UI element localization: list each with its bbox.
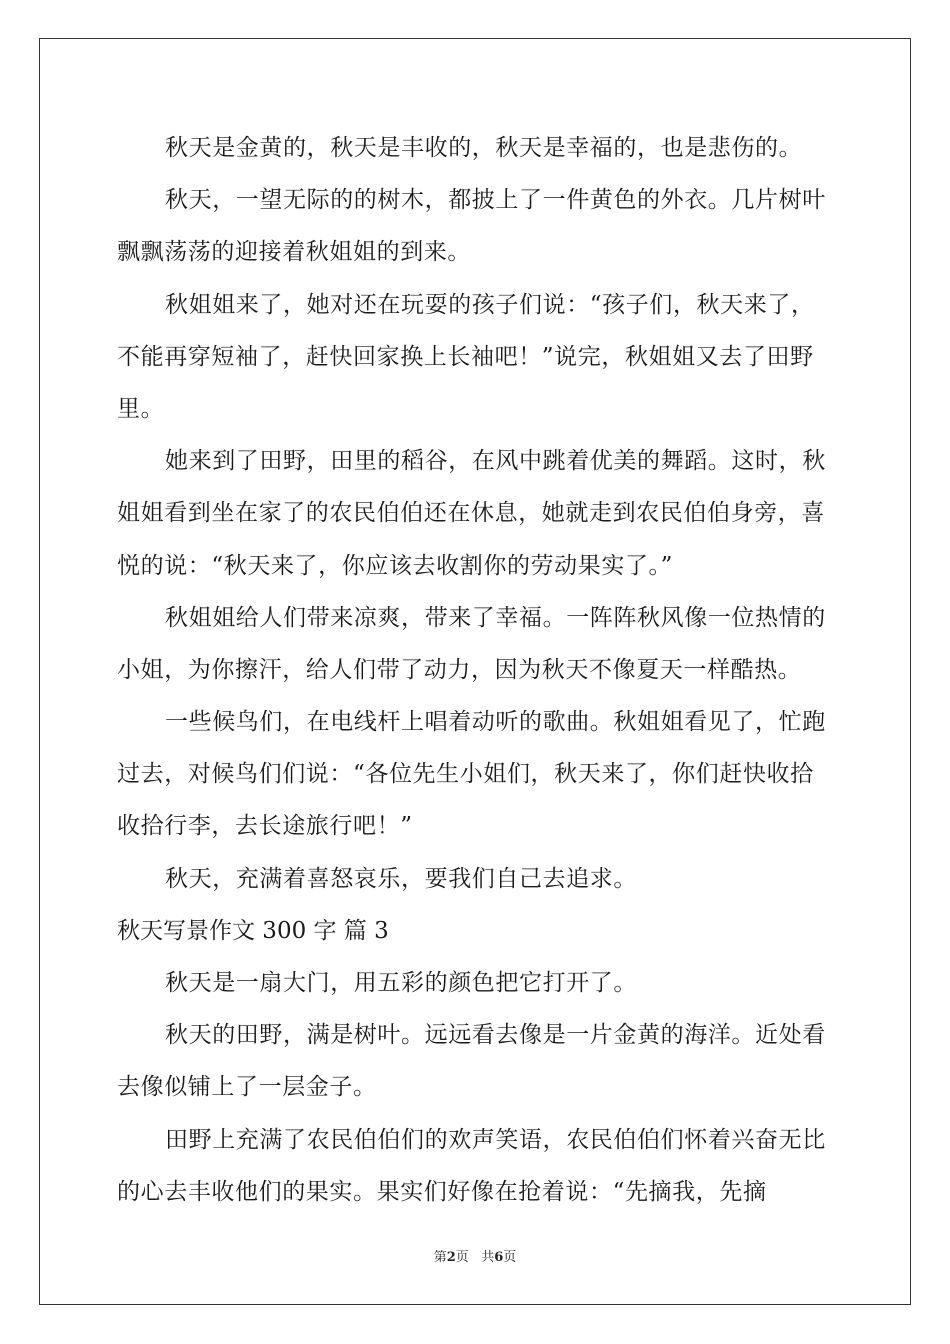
text-line: 一些候鸟们，在电线杆上唱着动听的歌曲。秋姐姐看见了，忙跑 [165,709,826,736]
footer-prefix: 第 [433,1250,447,1265]
text-line: 秋姐姐给人们带来凉爽，带来了幸福。一阵阵秋风像一位热情的 [165,604,826,631]
text-line: 不能再穿短袖了，赶快回家换上长袖吧！”说完，秋姐姐又去了田野 [117,343,814,370]
footer-page-suffix: 页 [455,1250,469,1265]
footer-page-number: 2 [446,1250,456,1265]
text-line: 秋天是金黄的，秋天是丰收的，秋天是幸福的，也是悲伤的。 [165,135,803,161]
text-line: 过去，对候鸟们们说：“各位先生小姐们，秋天来了，你们赶快收拾 [117,761,814,788]
footer-total-suffix: 页 [503,1250,517,1265]
text-line: 飘飘荡荡的迎接着秋姐姐的到来。 [117,239,471,266]
text-line: 秋天，充满着喜怒哀乐，要我们自己去追求。 [165,865,637,892]
text-line: 秋天，一望无际的的树木，都披上了一件黄色的外衣。几片树叶 [165,187,826,214]
text-line: 去像似铺上了一层金子。 [117,1074,377,1101]
section-heading: 秋天写景作文 300 字 篇 3 [117,917,389,944]
text-line: 收拾行李，去长途旅行吧！” [117,813,413,840]
text-line: 小姐，为你擦汗，给人们带了动力，因为秋天不像夏天一样酷热。 [117,656,802,683]
page-footer [0,1246,950,1265]
text-line: 田野上充满了农民伯伯们的欢声笑语，农民伯伯们怀着兴奋无比 [165,1126,826,1153]
text-line: 秋姐姐来了，她对还在玩耍的孩子们说：“孩子们，秋天来了， [165,291,815,318]
footer-total-pages: 6 [494,1250,504,1265]
text-line: 姐姐看到坐在家了的农民伯伯还在休息，她就走到农民伯伯身旁，喜 [117,500,825,527]
footer-total-prefix: 共 [481,1250,495,1265]
text-line: 她来到了田野，田里的稻谷，在风中跳着优美的舞蹈。这时，秋 [165,448,826,475]
text-line: 秋天是一扇大门，用五彩的颜色把它打开了。 [165,970,637,996]
document-body [117,122,832,1218]
text-line: 的心去丰收他们的果实。果实们好像在抢着说：“先摘我，先摘 [117,1178,767,1205]
text-line: 悦的说：“秋天来了，你应该去收割你的劳动果实了。” [117,552,674,579]
text-line: 秋天的田野，满是树叶。远远看去像是一片金黄的海洋。近处看 [165,1022,826,1049]
text-line: 里。 [117,395,165,422]
